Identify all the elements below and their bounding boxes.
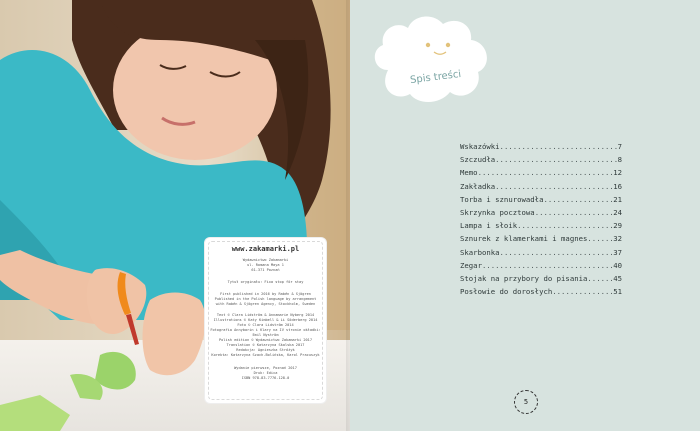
publisher-website[interactable]: www.zakamarki.pl	[231, 245, 300, 253]
colophon-card	[205, 238, 326, 403]
toc-entry[interactable]	[460, 248, 622, 261]
page-number: 5	[514, 390, 538, 414]
toc-entry-title: Zegar	[460, 260, 482, 270]
toc-title: Spis treści	[409, 68, 462, 87]
toc-entry-title: Sznurek z klamerkami i magnes	[460, 234, 588, 244]
toc-dot-leader	[495, 182, 613, 191]
toc-entry-page: 21	[613, 194, 622, 204]
toc-dot-leader	[552, 287, 613, 296]
toc-entry-page: 8	[617, 155, 622, 165]
toc-dot-leader	[587, 274, 613, 283]
cloud-eye-right	[446, 43, 450, 47]
toc-entry-page: 32	[613, 234, 622, 244]
toc-entry-page: 12	[613, 168, 622, 178]
colophon-line: Redakcja: Agnieszka Stróżyk	[236, 348, 295, 352]
colophon-line: Illustrations © Katy Kimbell & Li Söderberg 2014	[213, 318, 318, 322]
colophon-line: with Rabén & Sjögren Agency, Stockholm, Sweden	[215, 302, 316, 306]
colophon-line: ISBN 978-83-7776-128-0	[241, 376, 290, 380]
colophon-line: Published in the Polish language by arrangement	[214, 297, 317, 301]
colophon-line: First published in 2016 by Rabén & Sjögren	[220, 292, 311, 296]
toc-entry-title: Wskazówki	[460, 142, 500, 151]
colophon-line: Wydawnictwo Zakamarki	[242, 258, 289, 262]
toc-entry-page: 40	[613, 260, 622, 270]
toc-entry-title: Stojak na przybory do pisania	[460, 274, 588, 283]
colophon-line: Emil Nyström	[252, 333, 279, 337]
toc-entry[interactable]	[460, 221, 622, 234]
colophon-line: Polish edition © Wydawnictwo Zakamarki 2017	[218, 338, 313, 342]
toc-entry-title: Posłowie do dorosłych	[460, 287, 553, 297]
toc-entry-title: Szczudła	[460, 155, 496, 165]
toc-dot-leader	[543, 195, 613, 204]
toc-dot-leader	[535, 208, 614, 217]
colophon-line: Druk: Edica	[253, 371, 278, 375]
toc-entry-title: Zakładka	[460, 181, 496, 191]
colophon-line: Korekta: Katarzyna Szach-Bolińska, Karol Pracuszyk	[211, 353, 320, 357]
colophon-line: Foto © Clara Lidström 2014	[237, 323, 294, 327]
toc-dot-leader	[478, 168, 614, 177]
toc-entry[interactable]	[460, 208, 622, 221]
toc-entry-title: Skrzynka pocztowa	[460, 208, 535, 217]
toc-dot-leader	[500, 248, 614, 257]
cloud-illustration	[368, 10, 498, 110]
toc-dot-leader	[517, 221, 613, 230]
toc-entry[interactable]	[460, 168, 622, 181]
toc-dot-leader	[495, 155, 617, 164]
toc-entry-page: 24	[613, 208, 622, 217]
toc-entry-title: Torba i sznurowadła	[460, 194, 544, 204]
toc-dot-leader	[482, 261, 613, 270]
toc-entry-page: 51	[613, 287, 622, 297]
toc-entry[interactable]	[460, 261, 622, 274]
colophon-line: ul. Romana Maya 1	[247, 263, 284, 267]
colophon-line: Text © Clara Lidström & Annamarie Nyberg 2014	[216, 313, 315, 317]
toc-entry-page: 37	[613, 247, 622, 257]
toc-entry-page: 45	[613, 274, 622, 283]
toc-entry[interactable]	[460, 287, 622, 300]
toc-entry[interactable]	[460, 195, 622, 208]
toc-entry[interactable]	[460, 274, 622, 287]
toc-entry-title: Memo	[460, 168, 478, 178]
toc-entry-page: 7	[617, 142, 622, 151]
colophon-line: Translation © Katarzyna Skalska 2017	[226, 343, 305, 347]
cloud-eye-left	[426, 43, 430, 47]
toc-entry-page: 29	[613, 221, 622, 231]
toc-entry-title: Skarbonka	[460, 247, 500, 257]
toc-dot-leader	[587, 234, 613, 243]
toc-entry[interactable]	[460, 234, 622, 247]
toc-dot-leader	[500, 142, 618, 151]
colophon-line: Wydanie pierwsze, Poznań 2017	[234, 366, 297, 370]
toc-entry[interactable]	[460, 142, 622, 155]
colophon-line: Fotografia Annybarin i Klary na IV stronie okładki:	[210, 328, 321, 332]
cloud-shape	[375, 16, 487, 102]
toc-entry-page: 16	[613, 181, 622, 191]
colophon-line: Tytuł oryginału: Fixa stop för stay	[227, 280, 304, 284]
colophon-line: 61-371 Poznań	[251, 268, 280, 272]
toc-entry-title: Lampa i słoik	[460, 221, 518, 231]
toc-entry[interactable]	[460, 155, 622, 168]
toc-entry[interactable]	[460, 182, 622, 195]
